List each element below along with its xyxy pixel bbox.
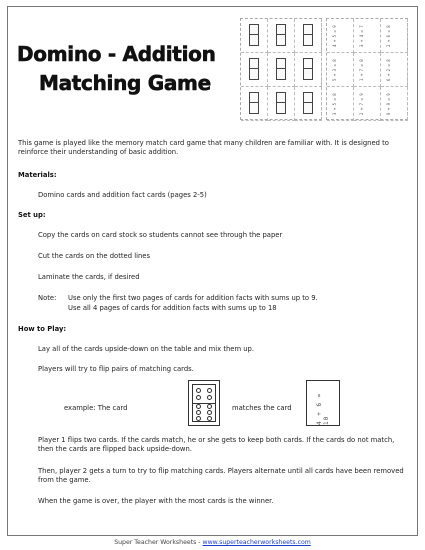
domino-pip	[207, 404, 212, 409]
domino-pip	[196, 410, 201, 415]
domino-pip	[196, 388, 201, 393]
card-thumbnails	[240, 18, 408, 120]
note-line-1: Use only the first two pages of cards for addition facts with sums up to 9.	[68, 294, 318, 302]
step-2: Players will try to flip pairs of matching cards.	[38, 365, 194, 373]
footer-text: Super Teacher Worksheets -	[114, 539, 203, 546]
paragraph-3: When the game is over, the player with the most cards is the winner.	[38, 497, 274, 505]
paragraph-1: Player 1 flips two cards. If the cards match, he or she gets to keep both cards. If the cards do not match, then the cards are flipped back upside-down.	[38, 436, 395, 453]
example-prefix: example: The card	[64, 404, 128, 412]
note-line-2: Use all 4 pages of cards for addition facts with sums up to 18	[68, 304, 277, 312]
domino-pip	[196, 404, 201, 409]
domino-pip	[207, 388, 212, 393]
paragraph-2: Then, player 2 gets a turn to try to flip matching cards. Players alternate until all cards have been removed from the game.	[38, 467, 404, 484]
domino-pip	[207, 416, 212, 421]
setup-heading: Set up:	[18, 211, 46, 219]
title-line-1: Domino - Addition	[17, 42, 216, 66]
footer-link[interactable]: www.superteacherworksheets.com	[202, 539, 311, 546]
domino-card-example	[188, 380, 220, 426]
domino-pip	[207, 395, 212, 400]
materials-item: Domino cards and addition fact cards (pages 2-5)	[38, 191, 207, 199]
domino-pip	[207, 410, 212, 415]
note-label: Note:	[38, 294, 57, 302]
domino-pip	[196, 395, 201, 400]
fact-card-thumbnail: 4 + 5 = 9 3 + 4 = 7 2 + 6 = 8 5 + 3 = 8 1 + 7 = 8 6 + 2 = 8 3 + 5 = 8 2 + 7 = 9 0 + 9 = 9	[326, 18, 408, 120]
footer	[0, 539, 425, 546]
domino-pip	[196, 416, 201, 421]
fact-card-example	[306, 380, 340, 426]
page-title	[17, 40, 216, 98]
setup-item-3: Laminate the cards, if desired	[38, 273, 140, 281]
fact-card-text: 4 + 6 = 10	[316, 392, 330, 425]
setup-item-1: Copy the cards on card stock so students cannot see through the paper	[38, 231, 283, 239]
title-line-2: Matching Game	[39, 71, 211, 95]
domino-card-thumbnail	[240, 18, 322, 120]
example-middle: matches the card	[232, 404, 292, 412]
materials-heading: Materials:	[18, 171, 57, 179]
intro-text: This game is played like the memory match card game that many children are familiar with. It is designed to reinforce their understanding of basic addition.	[18, 139, 389, 156]
how-to-play-heading: How to Play:	[18, 325, 67, 333]
setup-item-2: Cut the cards on the dotted lines	[38, 252, 150, 260]
step-1: Lay all of the cards upside-down on the table and mix them up.	[38, 345, 255, 353]
